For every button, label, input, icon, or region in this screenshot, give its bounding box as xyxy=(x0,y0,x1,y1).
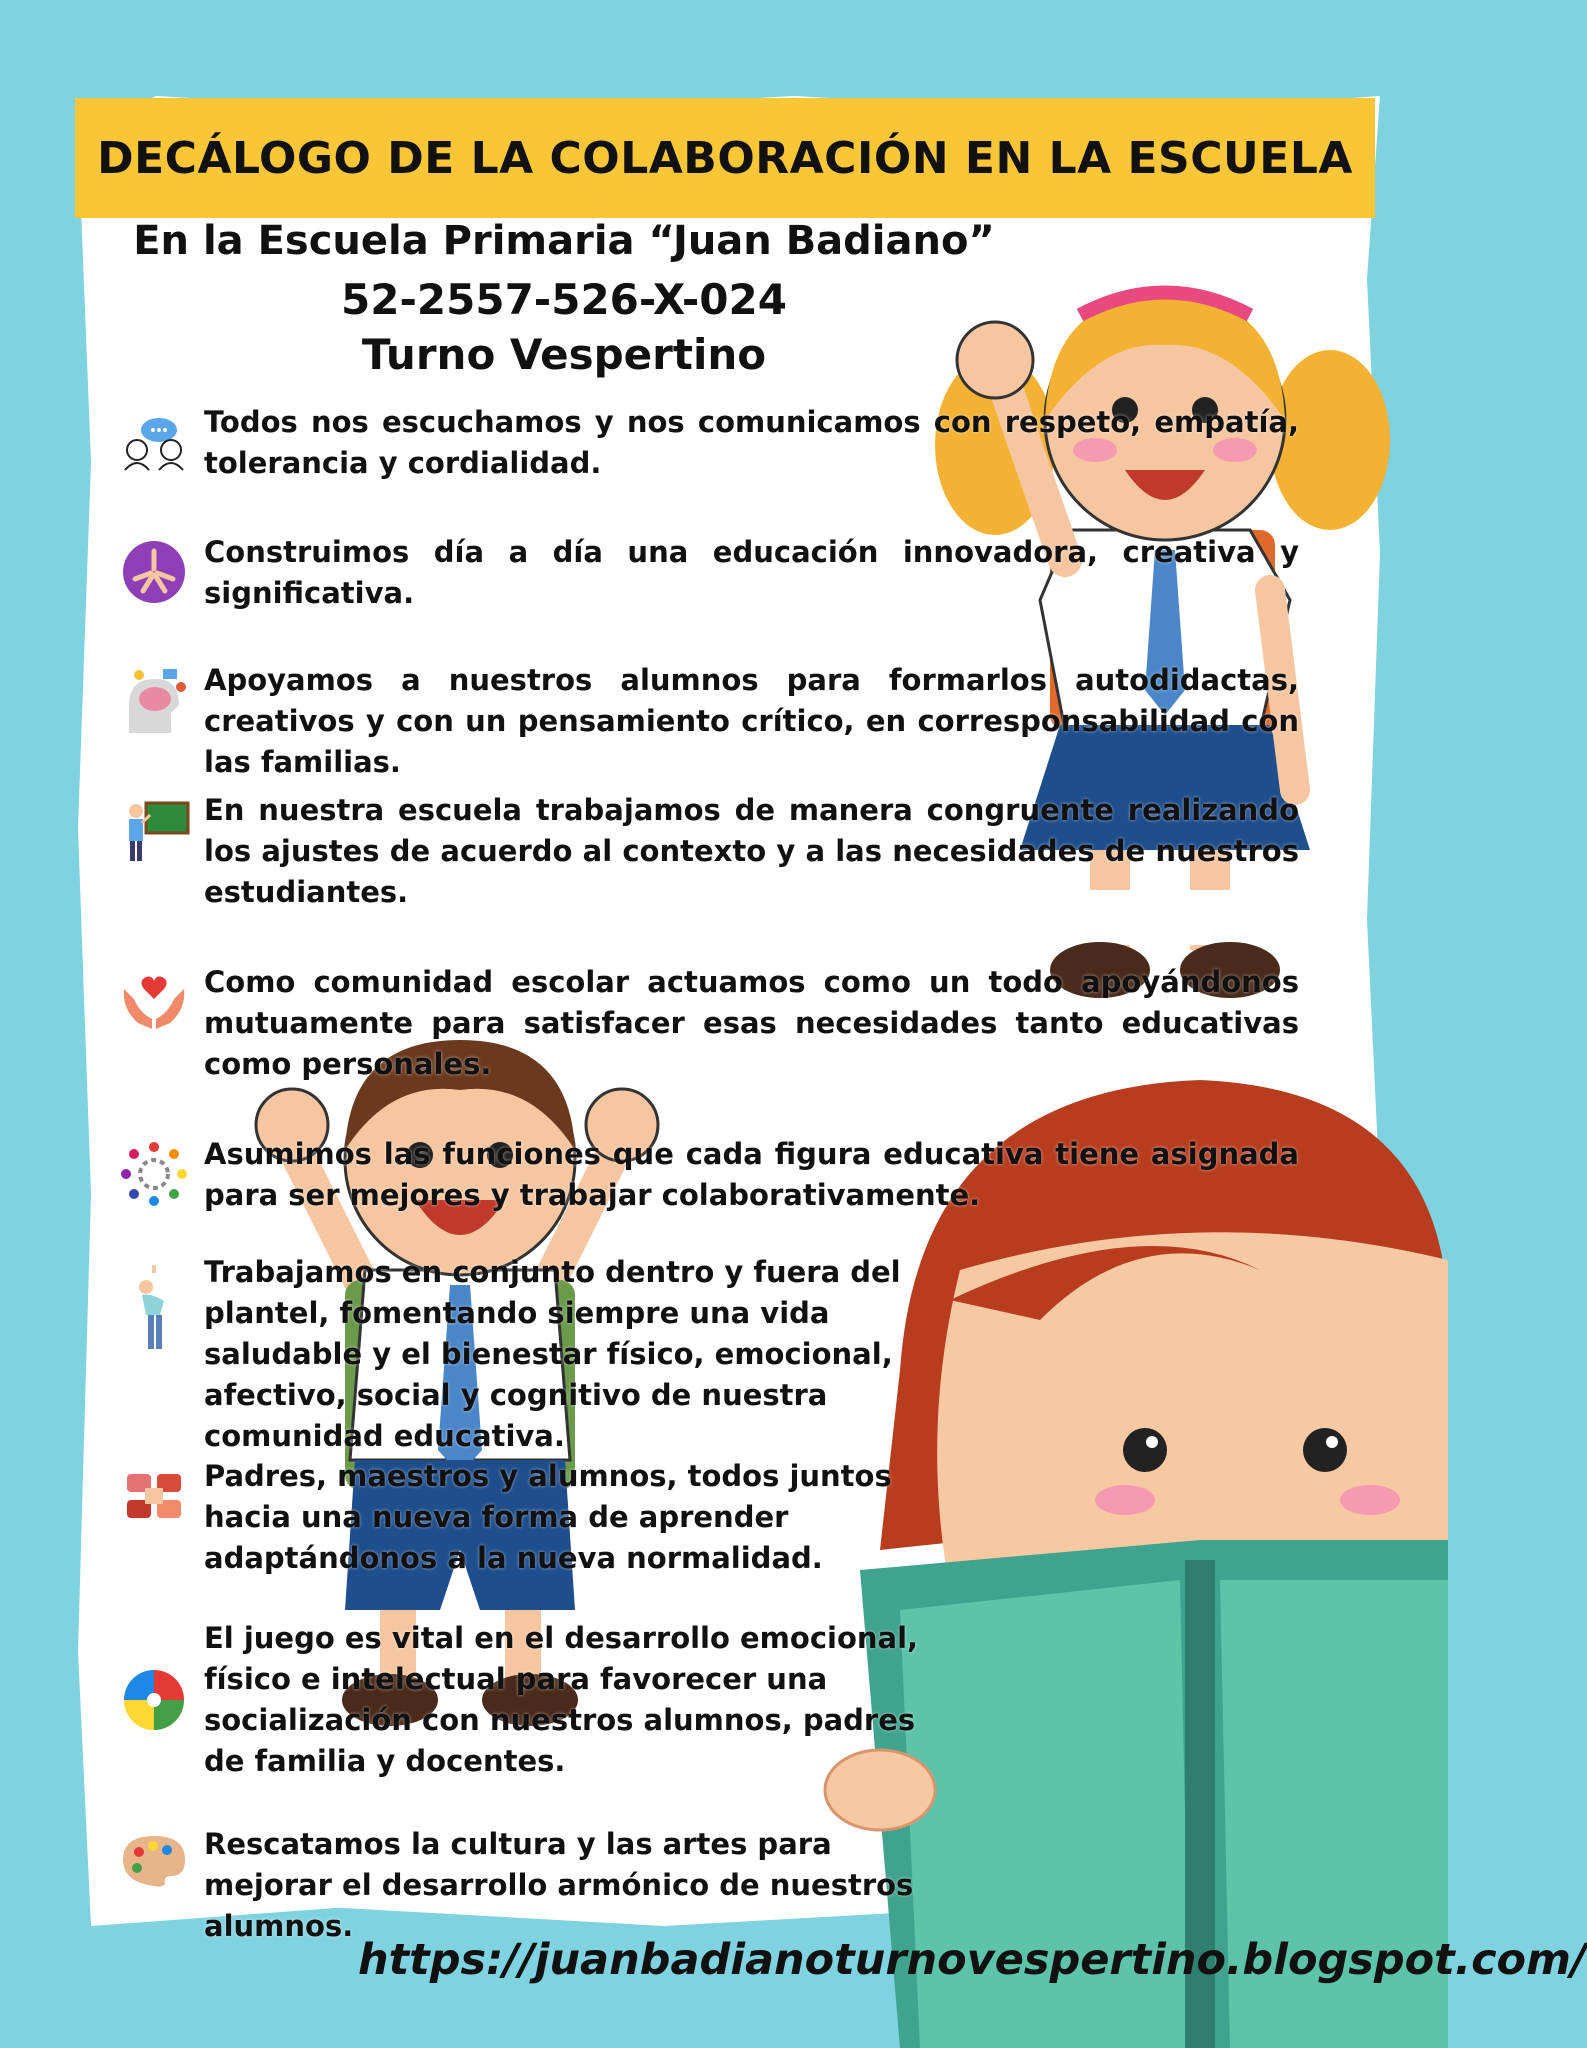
decalogue-item xyxy=(118,402,1299,484)
girl-raising-fist-illustration xyxy=(900,270,1420,1030)
decalogue-item xyxy=(118,660,1299,783)
school-shift: Turno Vespertino xyxy=(361,330,767,379)
community-circle-icon xyxy=(118,1138,190,1210)
heart-hands-icon xyxy=(118,966,190,1038)
item-text: Como comunidad escolar actuamos como un todo apoyándonos mutuamente para satisfacer esas necesidades tanto educativas como personales. xyxy=(204,965,1299,1081)
decalogue-item xyxy=(118,1618,924,1782)
item-text: Apoyamos a nuestros alumnos para formarlos autodidactas, creativos y con un pensamiento crítico, en corresponsabilidad con las familias. xyxy=(204,663,1299,779)
item-text: El juego es vital en el desarrollo emocional, físico e intelectual para favorecer una socialización con nuestros alumnos, padres de familia y docentes. xyxy=(204,1621,919,1778)
reading-girl-illustration xyxy=(840,1070,1448,2048)
school-name: En la Escuela Primaria “Juan Badiano” xyxy=(133,218,995,264)
title-banner xyxy=(75,98,1375,218)
stretching-person-icon xyxy=(118,1272,190,1344)
decalogue-item xyxy=(118,1252,924,1457)
item-text: Rescatamos la cultura y las artes para mejorar el desarrollo armónico de nuestros alumnos. xyxy=(204,1827,914,1943)
school-code: 52-2557-526-X-024 xyxy=(341,275,787,324)
item-text: Todos nos escuchamos y nos comunicamos con respeto, empatía, tolerancia y cordialidad. xyxy=(204,405,1299,480)
brain-ideas-icon xyxy=(118,664,190,736)
teacher-board-icon xyxy=(118,794,190,866)
decalogue-item xyxy=(118,1134,1299,1216)
item-text: Construimos día a día una educación innovadora, creativa y significativa. xyxy=(204,535,1299,610)
decalogue-item xyxy=(118,962,1299,1085)
decalogue-item xyxy=(118,790,1299,913)
page-title: DECÁLOGO DE LA COLABORACIÓN EN LA ESCUELA xyxy=(97,132,1353,184)
decalogue-item xyxy=(118,1824,924,1947)
beach-ball-icon xyxy=(118,1664,190,1736)
paint-palette-icon xyxy=(118,1824,190,1896)
decalogue-item xyxy=(118,1456,924,1579)
decalogue-item xyxy=(118,532,1299,614)
item-text: Padres, maestros y alumnos, todos juntos hacia una nueva forma de aprender adaptándonos a la nueva normalidad. xyxy=(204,1459,892,1575)
blog-url-link[interactable]: https://juanbadianoturnovespertino.blogspot.com/ xyxy=(358,1935,1587,1985)
hands-circle-icon xyxy=(118,536,190,608)
item-text: Trabajamos en conjunto dentro y fuera del plantel, fomentando siempre una vida saludable y el bienestar físico, emocional, afectivo, social y cognitivo de nuestra comunidad educativa. xyxy=(204,1255,901,1453)
speech-bubbles-icon xyxy=(118,406,190,478)
item-text: En nuestra escuela trabajamos de manera congruente realizando los ajustes de acuerdo al contexto y a las necesidades de nuestros estudiantes. xyxy=(204,793,1299,909)
item-text: Asumimos las funciones que cada figura educativa tiene asignada para ser mejores y trabajar colaborativamente. xyxy=(204,1137,1299,1212)
joined-hands-icon xyxy=(118,1460,190,1532)
